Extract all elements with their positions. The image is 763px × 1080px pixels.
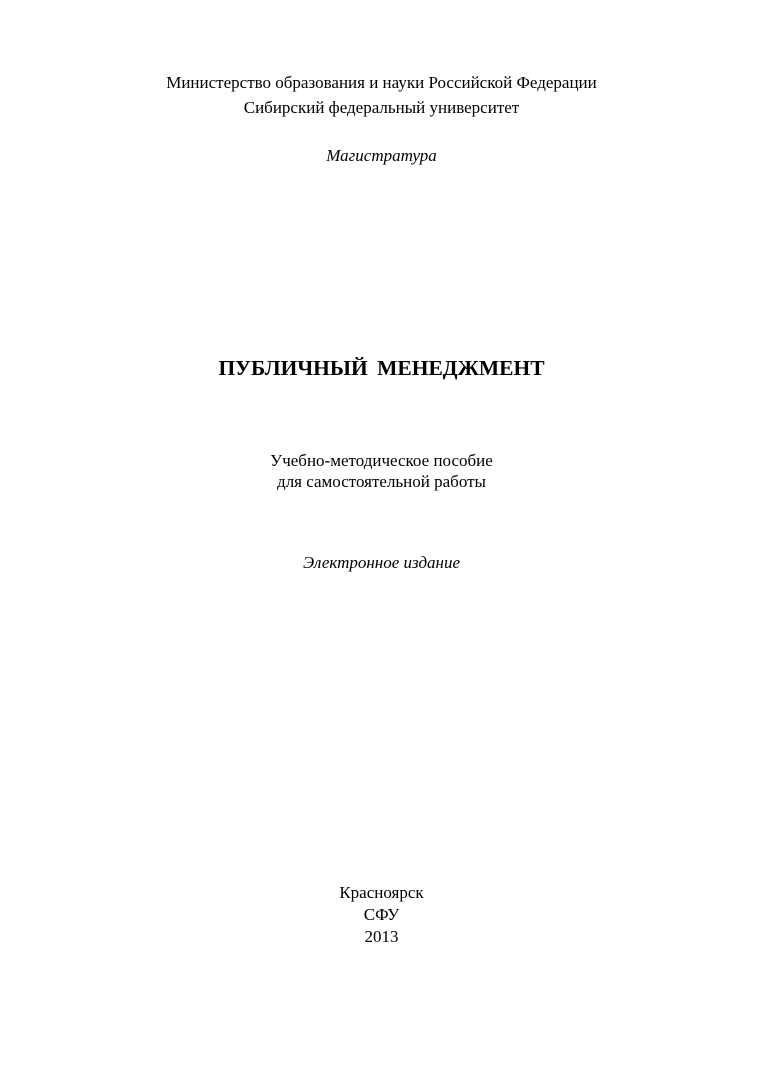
imprint-city: Красноярск	[339, 883, 424, 902]
subtitle-line-1: Учебно-методическое пособие	[270, 451, 493, 470]
program-line: Магистратура	[326, 146, 437, 165]
document-title: ПУБЛИЧНЫЙ МЕНЕДЖМЕНТ	[218, 356, 545, 380]
imprint-year: 2013	[364, 927, 399, 946]
imprint-publisher: СФУ	[363, 905, 400, 924]
edition-line: Электронное издание	[302, 553, 461, 572]
subtitle-line-2: для самостоятельной работы	[277, 472, 486, 491]
ministry-line: Министерство образования и науки Российской Федерации	[166, 73, 597, 92]
university-line: Сибирский федеральный университет	[243, 98, 520, 117]
